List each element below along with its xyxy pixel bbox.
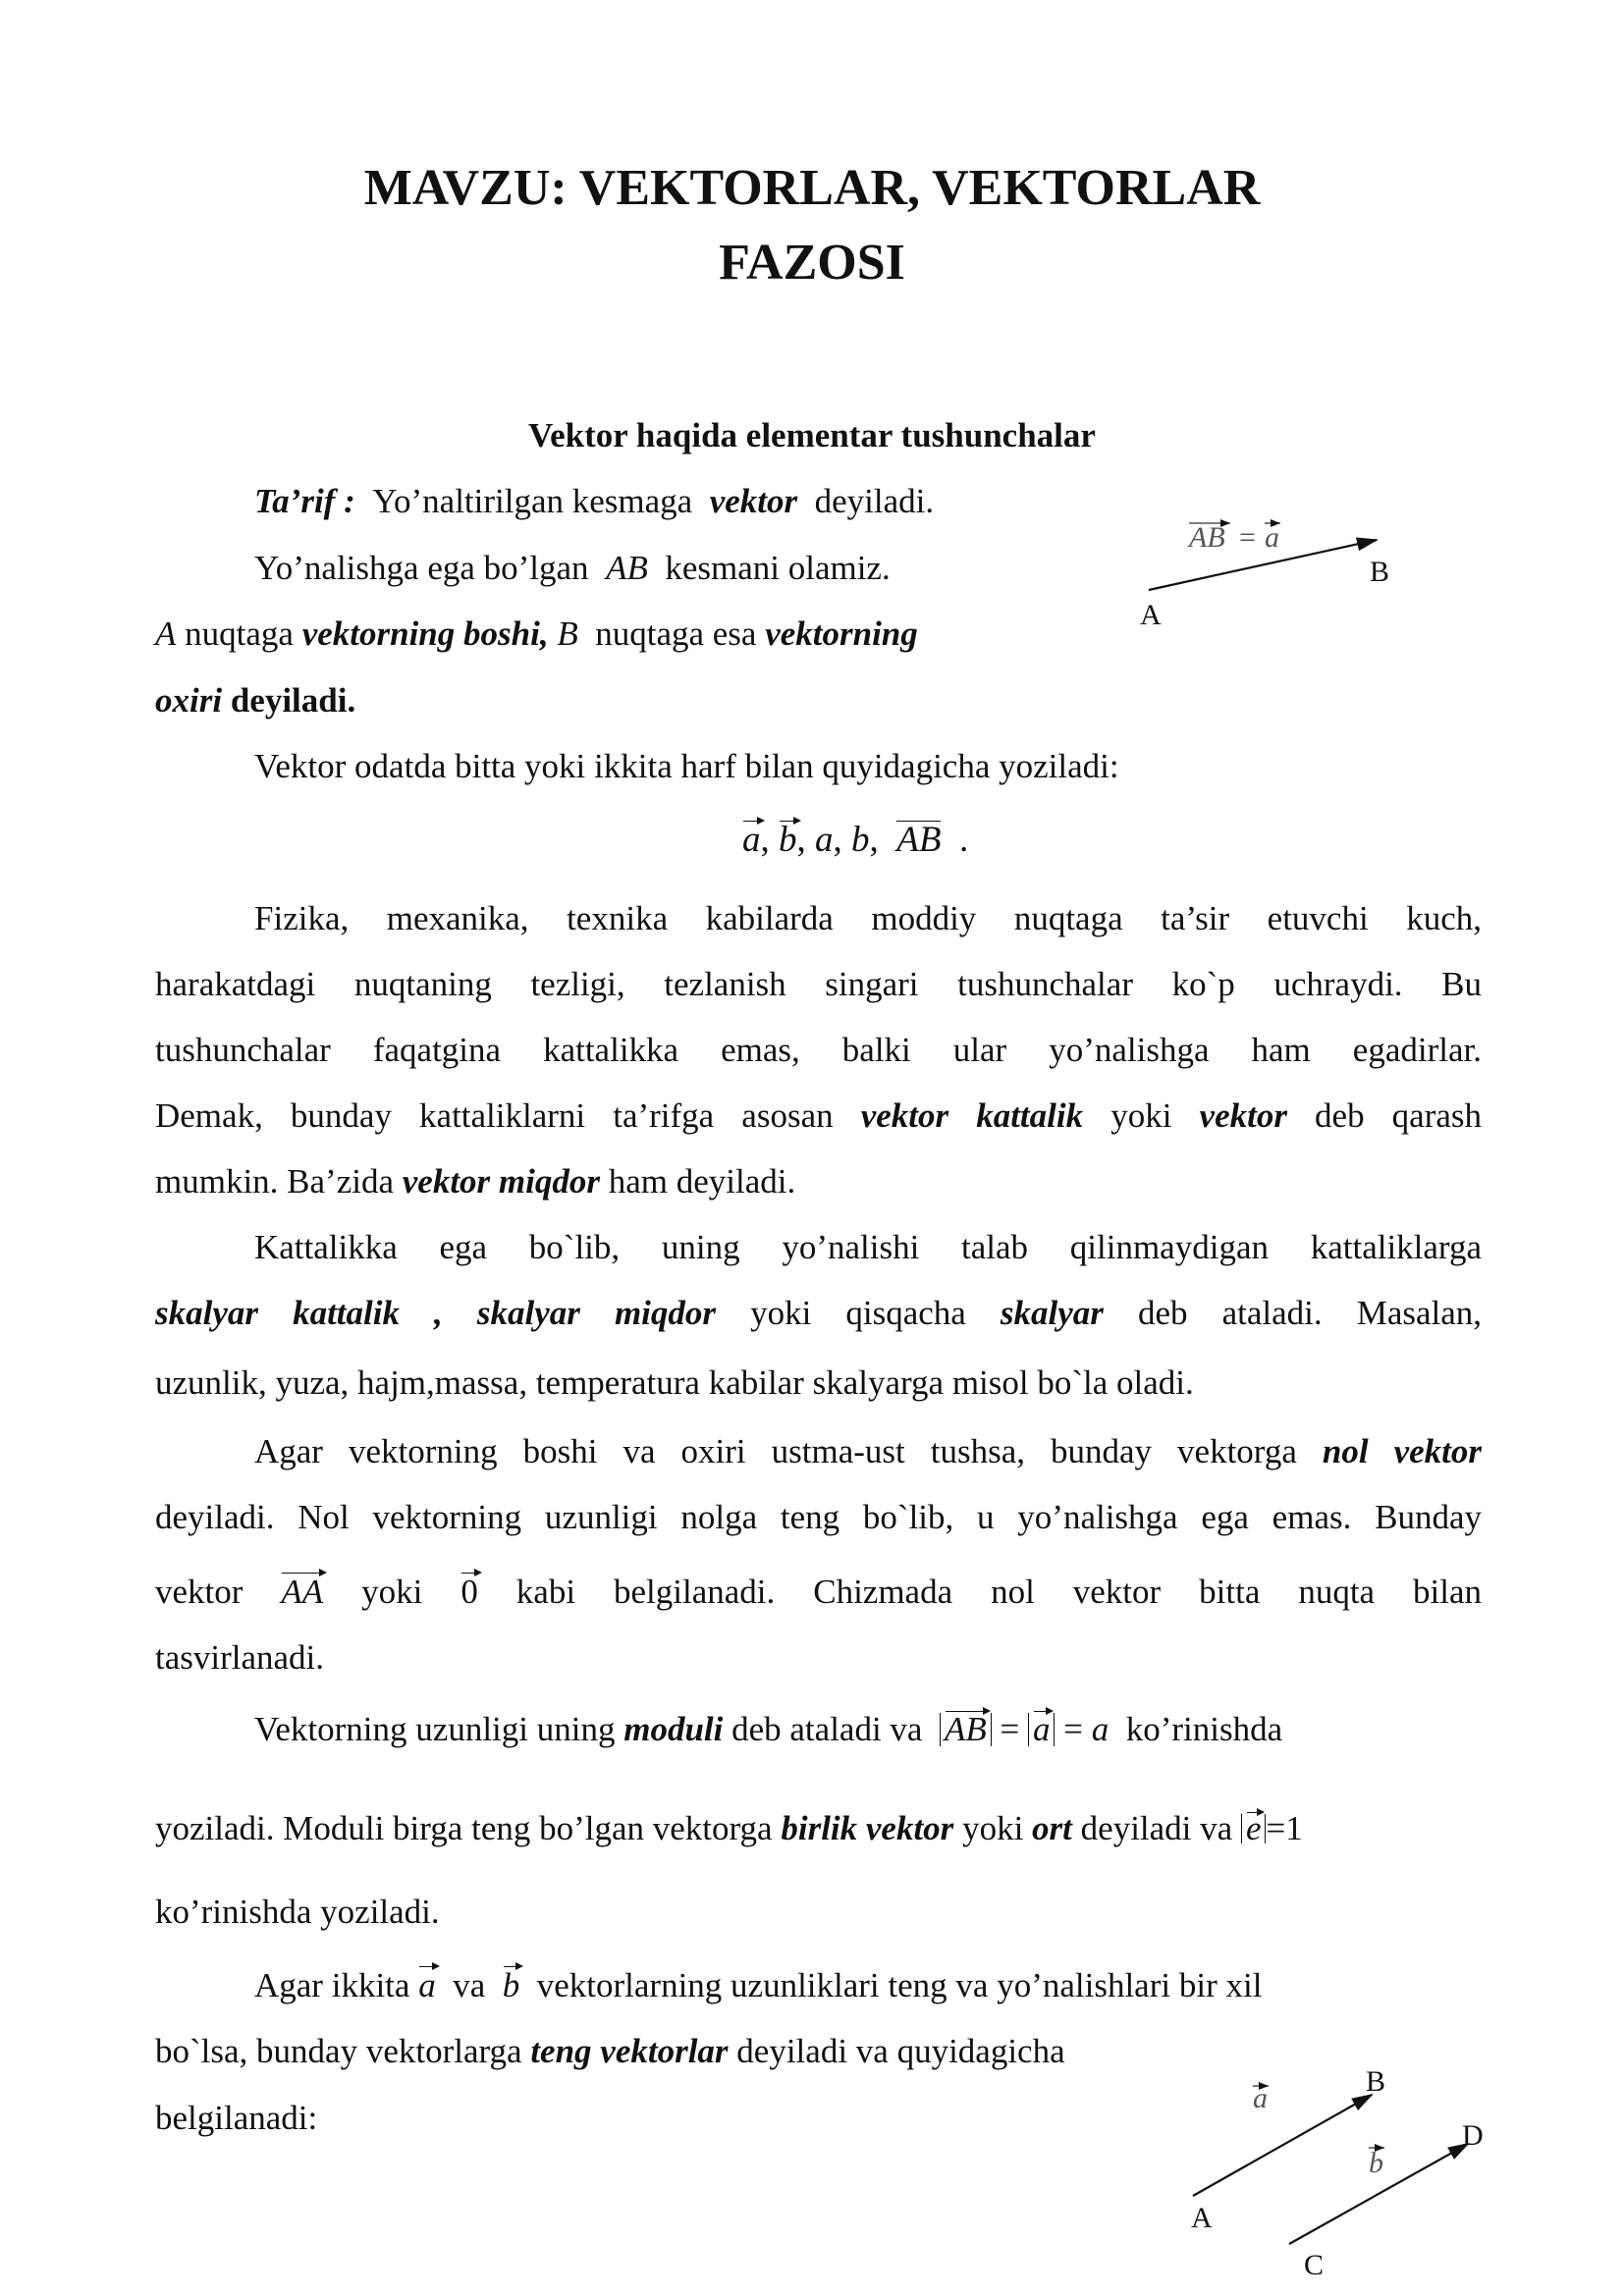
point-b-symbol: B <box>557 614 578 653</box>
formula-vec-b: b <box>779 820 797 860</box>
point-a-label: A <box>1191 2202 1213 2234</box>
physics-term-3: vektor miqdor <box>402 1162 600 1201</box>
scalar-line-1: Kattalikka ega bo`lib, uning yo’nalishi talab qilinmaydigan kattaliklarga <box>254 1228 1482 1266</box>
scalar-term-2: skalyar miqdor <box>476 1294 717 1332</box>
zero-word-yoki: yoki <box>361 1573 423 1611</box>
physics-text-5: ham deyiladi. <box>608 1162 796 1201</box>
modul-e-abs <box>1241 1809 1267 1847</box>
point-b-label: B <box>1370 556 1390 588</box>
point-a-label: A <box>1140 599 1162 631</box>
boshi-term-2b: oxiri <box>155 681 223 720</box>
physics-text-3: deb qarash <box>1315 1096 1483 1135</box>
scalar-text-1: yoki qisqacha <box>750 1294 966 1332</box>
point-c-label: C <box>1304 2249 1325 2277</box>
ab-symbol: AB <box>606 549 648 587</box>
equal-line-1 <box>254 1968 1262 2002</box>
vector-ab-arrow <box>1149 540 1377 590</box>
modul-line-2 <box>155 1811 1303 1845</box>
point-a-symbol: A <box>155 614 177 653</box>
zero-text-3: kabi belgilanadi. Chizmada nol vektor bitta nuqta bilan <box>515 1573 1483 1611</box>
formula-a: a <box>815 820 834 860</box>
zero-word-vektor: vektor <box>155 1573 244 1611</box>
modul-eq-1: = <box>1000 1710 1020 1748</box>
boshi-term-1: vektorning boshi, <box>301 614 549 653</box>
equal-va: va <box>453 1966 486 2004</box>
paragraph-ab-segment <box>254 551 891 585</box>
scalar-comma: , <box>434 1294 443 1332</box>
physics-line-4 <box>155 1098 1482 1133</box>
vector-a-label: a <box>1265 521 1279 554</box>
definition-text-1: Yo’naltirilgan kesmaga <box>372 482 693 520</box>
scalar-term-3: skalyar <box>1000 1294 1104 1332</box>
physics-text-1: Demak, bunday kattaliklarni ta’rifga asosan <box>155 1096 834 1135</box>
ab-text-2: kesmani olamiz. <box>665 549 891 587</box>
physics-text-2: yoki <box>1110 1096 1172 1135</box>
notation-formula: a, b, a, b, AB . <box>742 820 969 860</box>
page-title-line-1: MAVZU: VEKTORLAR, VEKTORLAR <box>363 160 1261 216</box>
zero-line-2: deyiladi. Nol vektorning uzunligi nolga teng bo`lib, u yo’nalishga ega emas. Bunday <box>155 1498 1482 1536</box>
vector-ab-figure <box>1119 510 1414 638</box>
physics-text-4: mumkin. Ba’zida <box>155 1162 395 1201</box>
definition-label: Ta’rif : <box>254 482 355 520</box>
physics-term-2: vektor <box>1199 1096 1287 1135</box>
modul-vec-e: e <box>1245 1809 1262 1847</box>
physics-term-1: vektor kattalik <box>860 1096 1084 1135</box>
modul-text-5: yoki <box>962 1809 1024 1847</box>
vector-a-label: a <box>1253 2082 1268 2114</box>
definition-text-2: deyiladi. <box>814 482 935 520</box>
equal-vec-b: b <box>502 1966 520 2004</box>
modul-eq-3: = <box>1266 1809 1286 1847</box>
scalar-line-3: uzunlik, yuza, hajm,massa, temperatura kabilar skalyarga misol bo`la oladi. <box>155 1363 1194 1402</box>
boshi-text-1: nuqtaga <box>185 614 294 653</box>
definition-line <box>254 484 934 518</box>
equal-vectors-figure <box>1159 2061 1492 2277</box>
modul-one: 1 <box>1285 1809 1303 1847</box>
equal-term: teng vektorlar <box>530 2032 729 2070</box>
vector-b-label: b <box>1369 2147 1383 2179</box>
equal-text-3: bo`lsa, bunday vektorlarga <box>155 2032 522 2070</box>
zero-line-1 <box>254 1434 1482 1468</box>
physics-line-3: tushunchalar faqatgina kattalikka emas, balki ular yo’nalishga ham egadirlar. <box>155 1031 1482 1069</box>
vector-ab-eq: = <box>1239 521 1256 554</box>
physics-line-2: harakatdagi nuqtaning tezligi, tezlanish singari tushunchalar ko`p uchraydi. Bu <box>155 965 1482 1003</box>
formula-vec-a: a <box>742 820 761 860</box>
physics-line-5 <box>155 1164 795 1199</box>
scalar-text-2: deb ataladi. Masalan, <box>1138 1294 1483 1332</box>
modul-term-3: ort <box>1032 1809 1072 1847</box>
page-title-line-2: FAZOSI <box>719 235 905 291</box>
equal-text-4: deyiladi va quyidagicha <box>736 2032 1065 2070</box>
equal-text-2: vektorlarning uzunliklari teng va yo’nalishlari bir xil <box>536 1966 1263 2004</box>
boshi-text-3: deyiladi. <box>230 681 356 720</box>
zero-vec-0: 0 <box>460 1573 478 1611</box>
boshi-text-2: nuqtaga esa <box>595 614 757 653</box>
scalar-term-1: skalyar kattalik <box>155 1294 400 1332</box>
modul-text-6: deyiladi va <box>1080 1809 1233 1847</box>
section-heading: Vektor haqida elementar tushunchalar <box>528 416 1096 454</box>
scalar-line-2 <box>155 1296 1482 1330</box>
modul-line-1 <box>254 1712 1282 1746</box>
definition-term: vektor <box>709 482 798 520</box>
modul-a-abs <box>1028 1710 1056 1748</box>
equal-text-1: Agar ikkita <box>254 1966 410 2004</box>
paragraph-notation: Vektor odatda bitta yoki ikkita harf bilan quyidagicha yoziladi: <box>254 747 1119 785</box>
zero-line-3 <box>155 1575 1482 1609</box>
modul-vec-ab: AB <box>944 1710 987 1748</box>
ab-text-1: Yo’nalishga ega bo’lgan <box>254 549 589 587</box>
point-d-label: D <box>1462 2119 1484 2152</box>
zero-text-1: Agar vektorning boshi va oxiri ustma-ust tushsa, bunday vektorga <box>254 1432 1297 1470</box>
paragraph-boshi-line-2 <box>155 683 355 718</box>
formula-b: b <box>851 820 870 860</box>
modul-a: a <box>1091 1710 1110 1748</box>
vector-ab-label: AB <box>1189 521 1225 554</box>
boshi-term-2a: vektorning <box>765 614 918 653</box>
modul-term-2: birlik vektor <box>781 1809 954 1847</box>
equal-line-2 <box>155 2034 1065 2068</box>
zero-vec-aa: AA <box>281 1573 324 1611</box>
modul-text-3: ko’rinishda <box>1125 1710 1283 1748</box>
equal-line-3: belgilanadi: <box>155 2099 318 2137</box>
modul-ab-abs <box>940 1710 992 1748</box>
modul-vec-a: a <box>1032 1710 1051 1748</box>
modul-eq-2: = <box>1063 1710 1083 1748</box>
formula-ab: AB <box>896 820 942 860</box>
zero-term: nol vektor <box>1322 1432 1483 1470</box>
modul-text-1: Vektorning uzunligi uning <box>254 1710 616 1748</box>
modul-term-1: moduli <box>623 1710 724 1748</box>
paragraph-boshi-line-1 <box>155 616 918 651</box>
point-b-label: B <box>1366 2065 1386 2098</box>
modul-text-2: deb ataladi va <box>731 1710 923 1748</box>
modul-text-4: yoziladi. Moduli birga teng bo’lgan vektorga <box>155 1809 773 1847</box>
modul-line-3: ko’rinishda yoziladi. <box>155 1893 440 1931</box>
zero-line-4: tasvirlanadi. <box>155 1638 325 1677</box>
physics-line-1: Fizika, mexanika, texnika kabilarda moddiy nuqtaga ta’sir etuvchi kuch, <box>254 899 1482 937</box>
vector-a-arrow <box>1193 2095 1372 2196</box>
formula-end: . <box>958 820 969 860</box>
equal-vec-a: a <box>418 1966 436 2004</box>
